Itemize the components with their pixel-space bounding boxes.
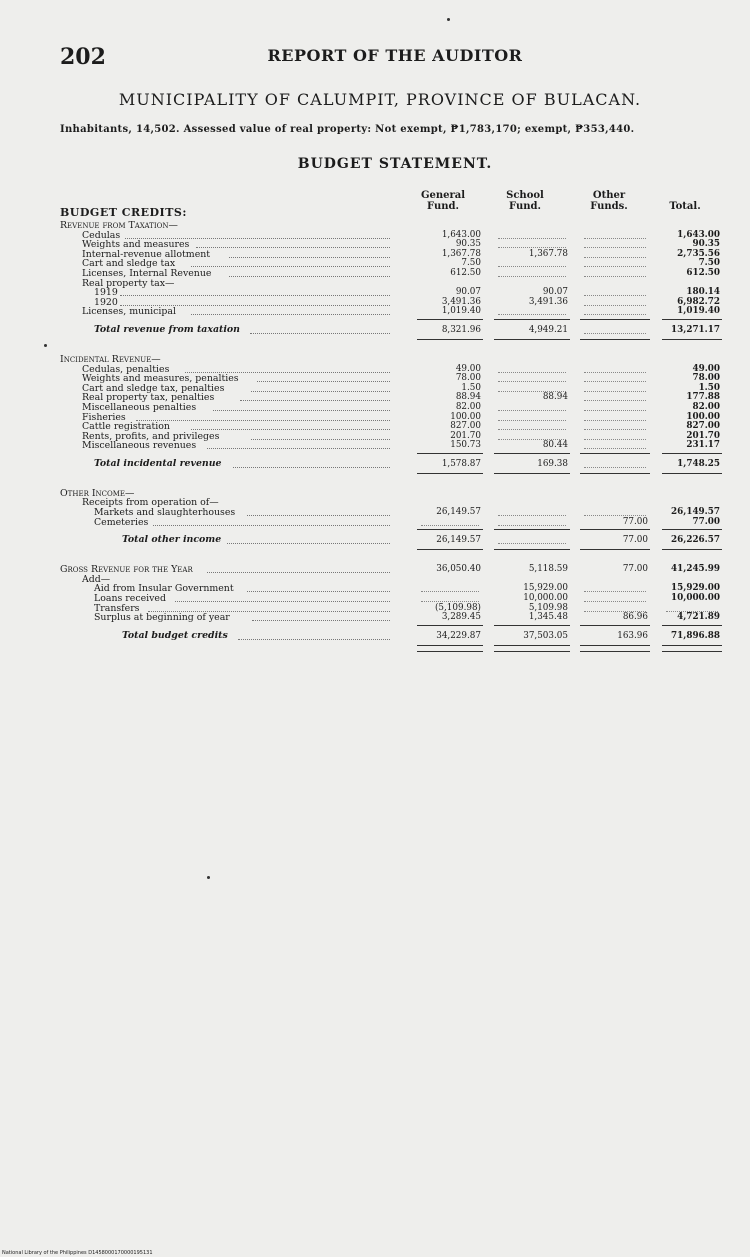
cell-total: 10,000.00	[671, 593, 720, 604]
cell-total: 1,643.00	[677, 229, 720, 240]
cell-total: 7.50	[698, 258, 720, 269]
cell-general: 49.00	[455, 363, 481, 374]
cell-other: 77.00	[622, 516, 648, 527]
column-rule	[580, 473, 650, 474]
empty-cell-dots	[584, 257, 646, 258]
row-label: Total other income	[122, 534, 222, 546]
dot-leader	[247, 515, 390, 516]
cell-general: 78.00	[455, 373, 481, 384]
cell-total: 231.17	[686, 440, 720, 451]
row-label: Incidental Revenue—	[60, 353, 161, 365]
dot-leader	[207, 572, 390, 573]
column-rule	[417, 645, 483, 646]
row-label: Cemeteries	[94, 516, 149, 528]
column-rule	[417, 473, 483, 474]
cell-general: 3,491.36	[441, 296, 481, 307]
cell-general: 26,149.57	[436, 535, 481, 546]
cell-school: 37,503.05	[523, 630, 568, 641]
row-label: Cattle registration	[82, 421, 170, 433]
cell-general: 82.00	[455, 401, 481, 412]
column-rule	[417, 339, 483, 340]
row-label: Add—	[82, 573, 111, 585]
cell-general: 88.94	[455, 392, 481, 403]
column-rule	[494, 651, 570, 652]
footer-credit: National Library of the Philippines D1458000170000195131	[2, 1250, 153, 1256]
cell-other: 77.00	[622, 535, 648, 546]
empty-cell-dots	[498, 429, 566, 430]
empty-cell-dots	[498, 543, 566, 544]
cell-general: 1,643.00	[441, 229, 481, 240]
cell-school: 10,000.00	[523, 593, 568, 604]
empty-cell-dots	[584, 314, 646, 315]
dot-leader	[257, 381, 390, 382]
cell-general: 612.50	[450, 267, 481, 278]
column-rule	[494, 319, 570, 320]
cell-general: 1.50	[461, 382, 481, 393]
speck	[207, 876, 210, 879]
table-row	[60, 518, 730, 528]
column-rule	[662, 453, 722, 454]
empty-cell-dots	[421, 601, 479, 602]
cell-school: 5,118.59	[528, 564, 568, 575]
dot-leader	[153, 525, 390, 526]
row-label: Miscellaneous penalties	[82, 401, 197, 413]
column-rule	[417, 651, 483, 652]
row-label: Transfers	[94, 602, 140, 614]
cell-school: 4,949.21	[528, 324, 568, 335]
empty-cell-dots	[498, 420, 566, 421]
column-rule	[580, 339, 650, 340]
row-label: Aid from Insular Government	[94, 583, 234, 595]
table-row	[60, 307, 730, 317]
column-rule	[494, 625, 570, 626]
table-row	[60, 594, 730, 604]
row-label: Fisheries	[82, 411, 126, 423]
cell-total: 1.50	[698, 382, 720, 393]
table-row	[60, 441, 730, 451]
row-label: Revenue from Taxation—	[60, 220, 178, 231]
column-rule	[662, 529, 722, 530]
cell-general: 150.73	[450, 440, 481, 451]
cell-school: 169.38	[537, 458, 568, 469]
cell-total: 177.88	[686, 392, 720, 403]
table-row	[60, 565, 730, 575]
cell-general: 100.00	[450, 411, 481, 422]
table-row	[60, 403, 730, 413]
cell-other: 86.96	[622, 612, 648, 623]
empty-cell-dots	[584, 591, 646, 592]
cell-total: 15,929.00	[671, 583, 720, 594]
column-rule	[580, 453, 650, 454]
empty-cell-dots	[584, 276, 646, 277]
column-rule	[494, 473, 570, 474]
row-label: Cart and sledge tax	[82, 258, 176, 270]
row-label: Cedulas, penalties	[82, 363, 170, 375]
cell-total: 2,735.56	[677, 248, 720, 259]
cell-school: 80.44	[542, 440, 568, 451]
empty-cell-dots	[498, 372, 566, 373]
dot-leader	[229, 276, 390, 277]
empty-cell-dots	[498, 238, 566, 239]
cell-total: 13,271.17	[671, 324, 720, 335]
row-label: Rents, profits, and privileges	[82, 430, 220, 442]
cell-total: 827.00	[686, 421, 720, 432]
dot-leader	[247, 591, 390, 592]
page-title: MUNICIPALITY OF CALUMPIT, PROVINCE OF BULACAN.	[118, 90, 642, 109]
dot-leader	[213, 410, 390, 411]
empty-cell-dots	[584, 467, 646, 468]
column-rule	[580, 625, 650, 626]
column-rule	[417, 319, 483, 320]
empty-cell-dots	[498, 381, 566, 382]
cell-total: 612.50	[686, 267, 720, 278]
spacer-row	[60, 477, 730, 489]
dot-leader	[240, 400, 390, 401]
row-label: 1919	[94, 287, 118, 299]
column-rule	[417, 453, 483, 454]
cell-school: 5,109.98	[528, 602, 568, 613]
dot-leader	[227, 543, 390, 544]
empty-cell-dots	[498, 515, 566, 516]
dot-leader	[229, 257, 390, 258]
empty-cell-dots	[584, 295, 646, 296]
column-rule	[662, 473, 722, 474]
cell-school: 1,367.78	[528, 248, 568, 259]
empty-cell-dots	[584, 391, 646, 392]
cell-school: 90.07	[542, 287, 568, 298]
dot-leader	[196, 247, 390, 248]
cell-general: 1,019.40	[441, 306, 481, 317]
empty-cell-dots	[584, 247, 646, 248]
column-rule	[417, 625, 483, 626]
cell-other: 77.00	[622, 564, 648, 575]
cell-total: 1,019.40	[677, 306, 720, 317]
empty-cell-dots	[584, 439, 646, 440]
cell-general: 1,367.78	[441, 248, 481, 259]
column-rule	[494, 529, 570, 530]
dot-leader	[238, 639, 390, 640]
cell-total: 78.00	[692, 373, 720, 384]
empty-cell-dots	[584, 372, 646, 373]
empty-cell-dots	[421, 525, 479, 526]
row-label: Internal-revenue allotment	[82, 248, 211, 260]
row-label: Other Income—	[60, 487, 135, 499]
column-rule	[580, 549, 650, 550]
row-label: Cart and sledge tax, penalties	[82, 382, 225, 394]
column-rule	[494, 645, 570, 646]
table-row	[60, 457, 730, 471]
table-row	[60, 288, 730, 298]
column-rule	[662, 549, 722, 550]
section-title: BUDGET STATEMENT.	[297, 156, 493, 172]
row-label: Total budget credits	[122, 629, 228, 641]
dot-leader	[251, 439, 390, 440]
rule-row	[60, 649, 730, 655]
cell-total: 71,896.88	[671, 630, 720, 641]
empty-cell-dots	[498, 276, 566, 277]
table-row	[60, 323, 730, 337]
cell-general: 8,321.96	[441, 324, 481, 335]
cell-total: 201.70	[686, 430, 720, 441]
dot-leader	[252, 620, 390, 621]
empty-cell-dots	[498, 314, 566, 315]
row-label: Weights and measures	[82, 239, 190, 251]
cell-general: 34,229.87	[436, 630, 481, 641]
column-rule	[580, 319, 650, 320]
cell-school: 15,929.00	[523, 583, 568, 594]
row-label: Markets and slaughterhouses	[94, 507, 236, 519]
dot-leader	[120, 295, 390, 296]
column-rule	[662, 319, 722, 320]
dot-leader	[250, 333, 390, 334]
column-header-total: Total.	[669, 201, 701, 212]
column-rule	[494, 339, 570, 340]
row-label: Total revenue from taxation	[94, 323, 240, 335]
cell-general: 1,578.87	[441, 458, 481, 469]
dot-leader	[233, 467, 390, 468]
row-label: Miscellaneous revenues	[82, 440, 197, 452]
column-rule	[662, 651, 722, 652]
empty-cell-dots	[584, 333, 646, 334]
dot-leader	[136, 420, 390, 421]
dot-leader	[191, 266, 390, 267]
empty-cell-dots	[584, 305, 646, 306]
dot-leader	[207, 448, 390, 449]
dot-leader	[191, 429, 390, 430]
row-label: Receipts from operation of—	[82, 497, 219, 509]
cell-total: 77.00	[692, 516, 720, 527]
empty-cell-dots	[584, 429, 646, 430]
cell-school: 88.94	[542, 392, 568, 403]
column-header-school-fund: School Fund.	[506, 190, 544, 212]
budget-table	[60, 221, 730, 655]
table-row	[60, 221, 730, 231]
dot-leader	[191, 314, 390, 315]
column-rule	[662, 645, 722, 646]
budget-credits-heading: BUDGET CREDITS:	[60, 206, 187, 219]
empty-cell-dots	[584, 601, 646, 602]
empty-cell-dots	[421, 591, 479, 592]
row-label: Weights and measures, penalties	[82, 373, 239, 385]
column-rule	[580, 645, 650, 646]
cell-total: 1,748.25	[677, 458, 720, 469]
dot-leader	[251, 391, 390, 392]
column-rule	[662, 339, 722, 340]
column-rule	[580, 529, 650, 530]
page-number: 202	[60, 44, 106, 70]
empty-cell-dots	[584, 515, 646, 516]
row-label: 1920	[94, 296, 118, 308]
cell-total: 4,721.89	[677, 612, 720, 623]
row-label: Licenses, municipal	[82, 306, 176, 318]
table-row	[60, 613, 730, 623]
empty-cell-dots	[584, 400, 646, 401]
cell-general: (5,109.98)	[434, 602, 481, 613]
cell-total: 6,982.72	[677, 296, 720, 307]
row-label: Licenses, Internal Revenue	[82, 267, 212, 279]
empty-cell-dots	[584, 238, 646, 239]
empty-cell-dots	[584, 420, 646, 421]
cell-general: 3,289.45	[441, 612, 481, 623]
cell-total: 26,149.57	[671, 507, 720, 518]
cell-total: 26,226.57	[671, 535, 720, 546]
cell-general: 26,149.57	[436, 507, 481, 518]
empty-cell-dots	[584, 448, 646, 449]
column-rule	[417, 549, 483, 550]
cell-total: 41,245.99	[671, 564, 720, 575]
cell-general: 36,050.40	[436, 564, 481, 575]
cell-school: 1,345.48	[528, 612, 568, 623]
row-label: Loans received	[94, 593, 166, 605]
cell-other: 163.96	[617, 630, 648, 641]
row-label: Cedulas	[82, 229, 121, 241]
empty-cell-dots	[584, 410, 646, 411]
row-label: Real property tax, penalties	[82, 392, 215, 404]
cell-total: 49.00	[692, 363, 720, 374]
column-header-general-fund: General Fund.	[420, 190, 466, 212]
cell-total: 82.00	[692, 401, 720, 412]
row-label: Real property tax—	[82, 277, 175, 289]
inhabitants-line: Inhabitants, 14,502. Assessed value of real property: Not exempt, ₱1,783,170; exempt, ₱353,440.	[60, 124, 635, 135]
table-row	[60, 533, 730, 547]
cell-general: 827.00	[450, 421, 481, 432]
speck	[447, 18, 450, 21]
speck	[44, 344, 47, 347]
cell-general: 201.70	[450, 430, 481, 441]
empty-cell-dots	[584, 381, 646, 382]
column-rule	[417, 529, 483, 530]
column-rule	[494, 549, 570, 550]
column-rule	[494, 453, 570, 454]
cell-total: 100.00	[686, 411, 720, 422]
cell-total: 90.35	[692, 239, 720, 250]
empty-cell-dots	[498, 525, 566, 526]
empty-cell-dots	[498, 266, 566, 267]
row-label: Total incidental revenue	[94, 457, 222, 469]
cell-general: 90.07	[455, 287, 481, 298]
running-head: REPORT OF THE AUDITOR	[267, 46, 523, 65]
table-row	[60, 629, 730, 643]
column-header-other-funds: Other Funds.	[590, 190, 628, 212]
dot-leader	[175, 601, 390, 602]
cell-general: 7.50	[461, 258, 481, 269]
cell-total: 180.14	[686, 287, 720, 298]
empty-cell-dots	[498, 410, 566, 411]
column-rule	[580, 651, 650, 652]
row-label: Surplus at beginning of year	[94, 612, 230, 624]
cell-school: 3,491.36	[528, 296, 568, 307]
row-label: Gross Revenue for the Year	[60, 564, 193, 576]
cell-general: 90.35	[455, 239, 481, 250]
table-row	[60, 279, 730, 289]
column-rule	[662, 625, 722, 626]
empty-cell-dots	[584, 266, 646, 267]
